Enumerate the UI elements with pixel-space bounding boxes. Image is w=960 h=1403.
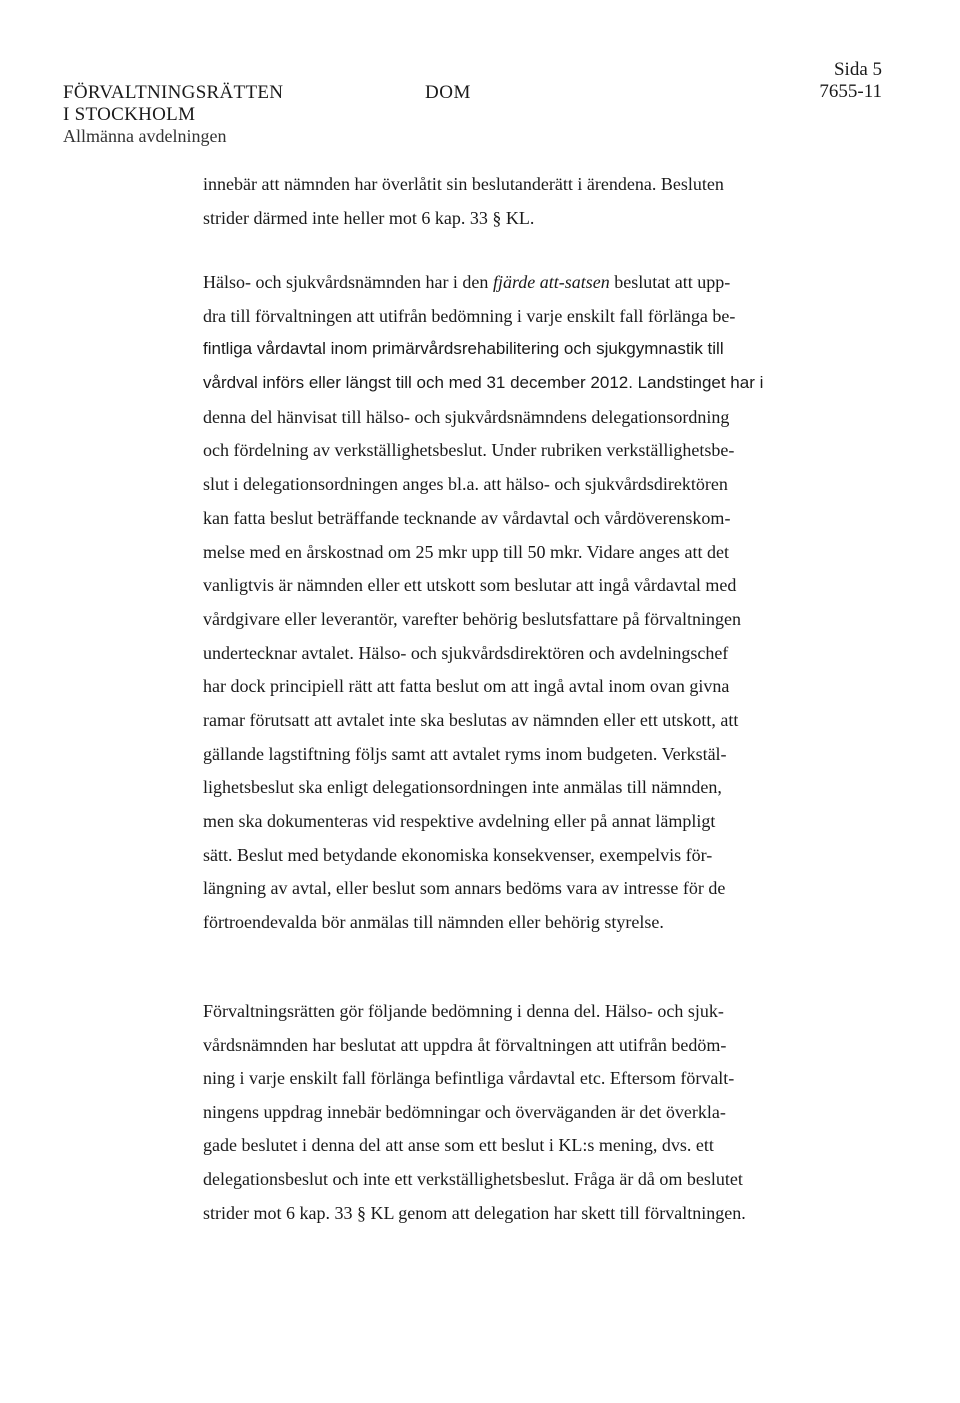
court-city: I STOCKHOLM <box>63 104 196 125</box>
text-line: vårdgivare eller leverantör, varefter behörig beslutsfattare på förvaltningen <box>203 608 742 629</box>
text-line: ning i varje enskilt fall förlänga befintliga vårdavtal etc. Eftersom förvalt- <box>203 1068 735 1089</box>
text-line: dra till förvaltningen att utifrån bedömning i varje enskilt fall förlänga be- <box>203 305 736 326</box>
text-line: men ska dokumenteras vid respektive avdelning eller på annat lämpligt <box>203 811 716 831</box>
text-line: strider därmed inte heller mot 6 kap. 33 § KL. <box>203 207 535 228</box>
text-line: ramar förutsatt att avtalet inte ska beslutas av nämnden eller ett utskott, att <box>203 709 739 730</box>
court-department: Allmänna avdelningen <box>63 126 227 146</box>
text-line: förtroendevalda bör anmälas till nämnden eller behörig styrelse. <box>203 912 664 933</box>
text-line: Förvaltningsrätten gör följande bedömning i denna del. Hälso- och sjuk- <box>203 1001 724 1021</box>
text-line: har dock principiell rätt att fatta beslut om att ingå avtal inom ovan givna <box>203 676 730 697</box>
text-line: melse med en årskostnad om 25 mkr upp till 50 mkr. Vidare anges att det <box>203 541 729 562</box>
text-line: gällande lagstiftning följs samt att avtalet ryms inom budgeten. Verkstäl- <box>203 743 727 764</box>
page-number: Sida 5 <box>833 59 882 80</box>
paragraph-1 <box>203 171 813 238</box>
text-line: denna del hänvisat till hälso- och sjukvårdsnämndens delegationsordning <box>203 406 730 427</box>
text-line <box>203 269 813 303</box>
text-line: undertecknar avtalet. Hälso- och sjukvårdsdirektören och avdelningschef <box>203 642 729 663</box>
text-line: längning av avtal, eller beslut som annars bedöms vara av intresse för de <box>203 878 726 899</box>
document-type: DOM <box>425 82 471 103</box>
text-segment: Hälso- och sjukvårdsnämnden har i den <box>203 272 493 292</box>
text-line: ningens uppdrag innebär bedömningar och överväganden är det överkla- <box>203 1101 726 1122</box>
paragraph-2 <box>203 269 813 976</box>
text-line: sätt. Beslut med betydande ekonomiska konsekvenser, exempelvis för- <box>203 844 713 865</box>
text-line: slut i delegationsordningen anges bl.a. att hälso- och sjukvårdsdirektören <box>203 474 728 495</box>
text-line: fintliga vårdavtal inom primärvårdsrehabilitering och sjukgymnastik till <box>203 339 724 359</box>
text-line: lighetsbeslut ska enligt delegationsordningen inte anmälas till nämnden, <box>203 777 722 798</box>
text-line: kan fatta beslut beträffande tecknande av vårdavtal och vårdöverenskom- <box>203 507 731 528</box>
italic-phrase: fjärde att-satsen <box>492 272 610 292</box>
court-name: FÖRVALTNINGSRÄTTEN <box>63 82 284 103</box>
text-line: och fördelning av verkställighetsbeslut. Under rubriken verkställighetsbe- <box>203 440 735 461</box>
text-line: vanligtvis är nämnden eller ett utskott som beslutar att ingå vårdavtal med <box>203 575 737 596</box>
text-line: vårdsnämnden har beslutat att uppdra åt förvaltningen att utifrån bedöm- <box>203 1034 727 1055</box>
text-line: vårdval införs eller längst till och med 31 december 2012. Landstinget har i <box>203 373 764 393</box>
text-line: delegationsbeslut och inte ett verkställighetsbeslut. Fråga är då om beslutet <box>203 1168 743 1189</box>
text-line: strider mot 6 kap. 33 § KL genom att delegation har skett till förvaltningen. <box>203 1202 746 1223</box>
case-number: 7655-11 <box>819 81 882 102</box>
text-line: innebär att nämnden har överlåtit sin beslutanderätt i ärendena. Besluten <box>203 174 724 194</box>
text-segment: beslutat att upp- <box>609 272 731 292</box>
paragraph-3 <box>203 998 813 1233</box>
text-line <box>203 943 813 977</box>
text-line: gade beslutet i denna del att anse som ett beslut i KL:s mening, dvs. ett <box>203 1135 714 1156</box>
